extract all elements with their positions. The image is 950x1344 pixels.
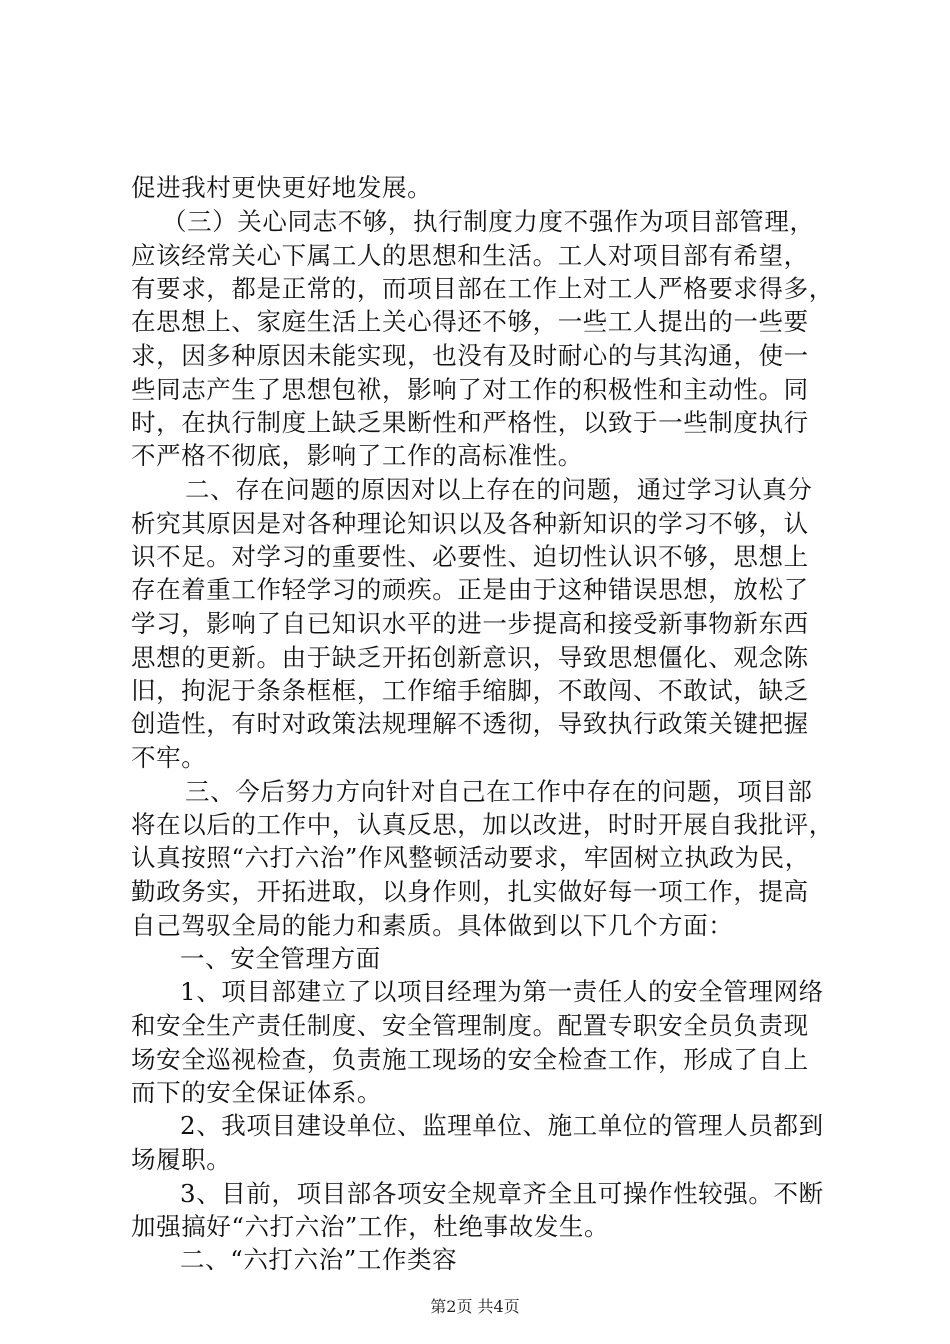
text-line: 些同志产生了思想包袱，影响了对工作的积极性和主动性。同 [131,375,809,404]
text-line: 析究其原因是对各种理论知识以及各种新知识的学习不够，认 [131,509,809,538]
text-line: 不牢。 [131,743,207,772]
text-line: 一、安全管理方面 [180,944,381,973]
page-footer: 第2页 共4页 [430,1297,520,1316]
text-line: 场履职。 [131,1145,232,1174]
text-line: 在思想上、家庭生活上关心得还不够，一些工人提出的一些要 [131,307,809,336]
text-line: 二、“六打六治”工作类容 [180,1245,458,1274]
text-line: 学习，影响了自已知识水平的进一步提高和接受新事物新东西 [131,609,809,638]
text-line: 旧，拘泥于条条框框，工作缩手缩脚，不敢闯、不敢试，缺乏 [131,676,809,705]
text-line: 场安全巡视检查，负责施工现场的安全检查工作，形成了自上 [131,1045,809,1074]
text-line: 2、我项目建设单位、监理单位、施工单位的管理人员都到 [180,1111,824,1140]
text-line: 创造性，有时对政策法规理解不透彻，导致执行政策关键把握 [131,709,809,738]
text-line: 认真按照“六打六治”作风整顿活动要求，牢固树立执政为民， [131,843,810,872]
text-line: 思想的更新。由于缺乏开拓创新意识，导致思想僵化、观念陈 [131,643,809,672]
text-line: 将在以后的工作中，认真反思，加以改进，时时开展自我批评， [131,810,834,839]
text-line: 1、项目部建立了以项目经理为第一责任人的安全管理网络 [180,977,824,1006]
text-line: 识不足。对学习的重要性、必要性、迫切性认识不够，思想上 [131,542,809,571]
text-line: （三）关心同志不够，执行制度力度不强作为项目部管理， [162,207,815,236]
text-line: 有要求，都是正常的，而项目部在工作上对工人严格要求得多， [131,274,834,303]
text-line: 勤政务实，开拓进取，以身作则，扎实做好每一项工作，提高 [131,877,809,906]
text-line: 加强搞好“六打六治”工作，杜绝事故发生。 [131,1212,610,1241]
text-line: 不严格不彻底，影响了工作的高标准性。 [131,441,583,470]
text-line: 自己驾驭全局的能力和素质。具体做到以下几个方面： [131,911,734,940]
text-line: 时，在执行制度上缺乏果断性和严格性，以致于一些制度执行 [131,408,809,437]
text-line: 而下的安全保证体系。 [131,1078,382,1107]
text-line: 二、存在问题的原因对以上存在的问题，通过学习认真分 [185,475,813,504]
text-line: 促进我村更快更好地发展。 [131,173,433,202]
text-line: 求，因多种原因未能实现，也没有及时耐心的与其沟通，使一 [131,341,809,370]
text-line: 和安全生产责任制度、安全管理制度。配置专职安全员负责现 [131,1011,809,1040]
text-line: 三、今后努力方向针对自己在工作中存在的问题，项目部 [185,777,813,806]
text-line: 应该经常关心下属工人的思想和生活。工人对项目部有希望， [131,241,809,270]
text-line: 3、目前，项目部各项安全规章齐全且可操作性较强。不断 [180,1179,824,1208]
text-line: 存在着重工作轻学习的顽疾。正是由于这种错误思想，放松了 [131,575,809,604]
